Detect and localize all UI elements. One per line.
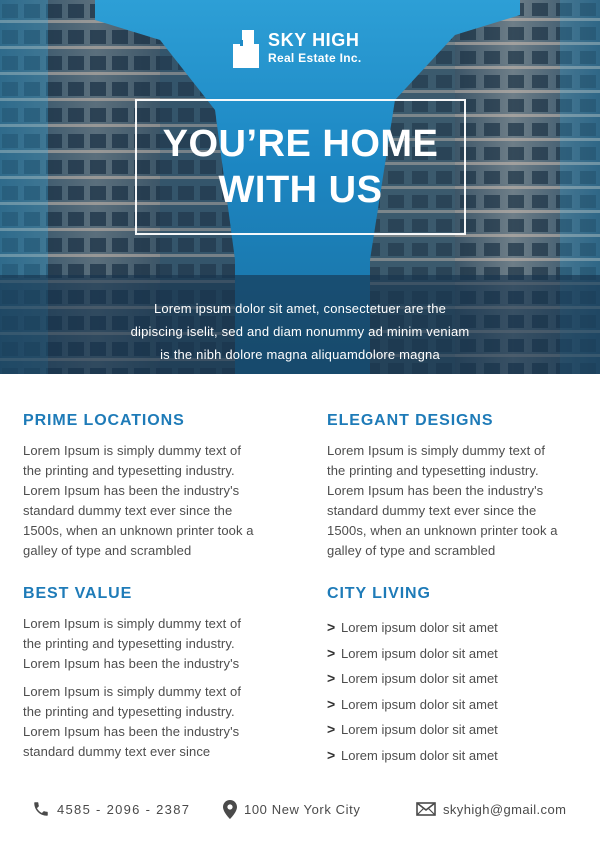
map-pin-icon (223, 800, 237, 819)
chevron-right-icon: > (327, 746, 336, 763)
body-line: the printing and typesetting industry. (23, 636, 235, 651)
hero-intro-line: dipiscing iselit, sed and diam nonummy ad minim veniam (130, 324, 470, 339)
body-line: 1500s, when an unknown printer took a (23, 523, 254, 538)
body-line: standard dummy text ever since the (23, 503, 233, 518)
body-line: Lorem Ipsum is simply dummy text of (23, 616, 242, 631)
body-line: the printing and typesetting industry. (327, 463, 539, 478)
contact-email[interactable] (416, 796, 566, 822)
address-text: 100 New York City (244, 801, 361, 817)
contact-address[interactable] (223, 796, 360, 822)
chevron-right-icon: > (327, 644, 336, 661)
section-city-living (327, 584, 587, 772)
list-item (327, 721, 587, 738)
list-item (327, 645, 587, 662)
body-line: Lorem Ipsum has been the industry's (23, 724, 240, 739)
body-line: the printing and typesetting industry. (23, 704, 235, 719)
body-line: Lorem Ipsum is simply dummy text of (327, 443, 546, 458)
company-logo[interactable] (233, 30, 362, 70)
section-prime-locations (23, 411, 283, 561)
section-body-paragraph-2 (23, 682, 283, 762)
phone-icon (32, 800, 50, 818)
headline-line-2: WITH US (218, 169, 383, 211)
body-line: 1500s, when an unknown printer took a (327, 523, 558, 538)
list-item (327, 619, 587, 636)
section-body (23, 441, 283, 561)
body-line: Lorem Ipsum is simply dummy text of (23, 443, 242, 458)
list-item-text: Lorem ipsum dolor sit amet (341, 747, 498, 763)
section-title: CITY LIVING (327, 585, 431, 602)
list-item-text: Lorem ipsum dolor sit amet (341, 696, 498, 712)
section-title: ELEGANT DESIGNS (327, 412, 494, 429)
headline-frame (135, 99, 466, 235)
envelope-icon (416, 802, 436, 816)
section-body (327, 441, 587, 561)
body-line: Lorem Ipsum is simply dummy text of (23, 684, 242, 699)
hero-intro-line: is the nibh dolore magna aliquamdolore magna (160, 347, 440, 362)
body-line: the printing and typesetting industry. (23, 463, 235, 478)
body-line: standard dummy text ever since (23, 744, 211, 759)
phone-number: 4585 - 2096 - 2387 (57, 801, 191, 817)
email-address: skyhigh@gmail.com (443, 801, 567, 817)
chevron-right-icon: > (327, 619, 336, 635)
section-body-paragraph-1 (23, 614, 283, 674)
list-item-text: Lorem ipsum dolor sit amet (341, 620, 498, 635)
hero-intro-text (90, 297, 510, 366)
contact-phone[interactable] (32, 796, 190, 822)
chevron-right-icon: > (327, 670, 336, 686)
body-line: galley of type and scrambled (327, 543, 496, 558)
list-item (327, 696, 587, 713)
contact-footer (0, 796, 600, 822)
section-elegant-designs (327, 411, 587, 561)
body-line: galley of type and scrambled (23, 543, 192, 558)
building-logo-icon (233, 30, 259, 68)
list-item-text: Lorem ipsum dolor sit amet (341, 722, 498, 737)
list-item-text: Lorem ipsum dolor sit amet (341, 645, 498, 661)
chevron-right-icon: > (327, 721, 336, 737)
section-best-value (23, 584, 283, 762)
body-line: Lorem Ipsum has been the industry's (23, 656, 240, 671)
hero-intro-line: Lorem ipsum dolor sit amet, consectetuer are the (153, 301, 447, 316)
list-item (327, 747, 587, 764)
hero-banner (0, 0, 600, 374)
section-title: PRIME LOCATIONS (23, 412, 185, 429)
list-item-text: Lorem ipsum dolor sit amet (341, 671, 498, 686)
body-line: Lorem Ipsum has been the industry's (23, 483, 240, 498)
body-line: Lorem Ipsum has been the industry's (327, 483, 544, 498)
body-line: standard dummy text ever since the (327, 503, 537, 518)
list-item (327, 670, 587, 687)
brand-name: SKY HIGH (268, 30, 360, 50)
section-title: BEST VALUE (23, 585, 133, 602)
chevron-right-icon: > (327, 695, 336, 712)
city-living-list (327, 619, 587, 764)
headline-line-1: YOU’RE HOME (162, 123, 439, 165)
brand-subtitle: Real Estate Inc. (268, 51, 362, 65)
